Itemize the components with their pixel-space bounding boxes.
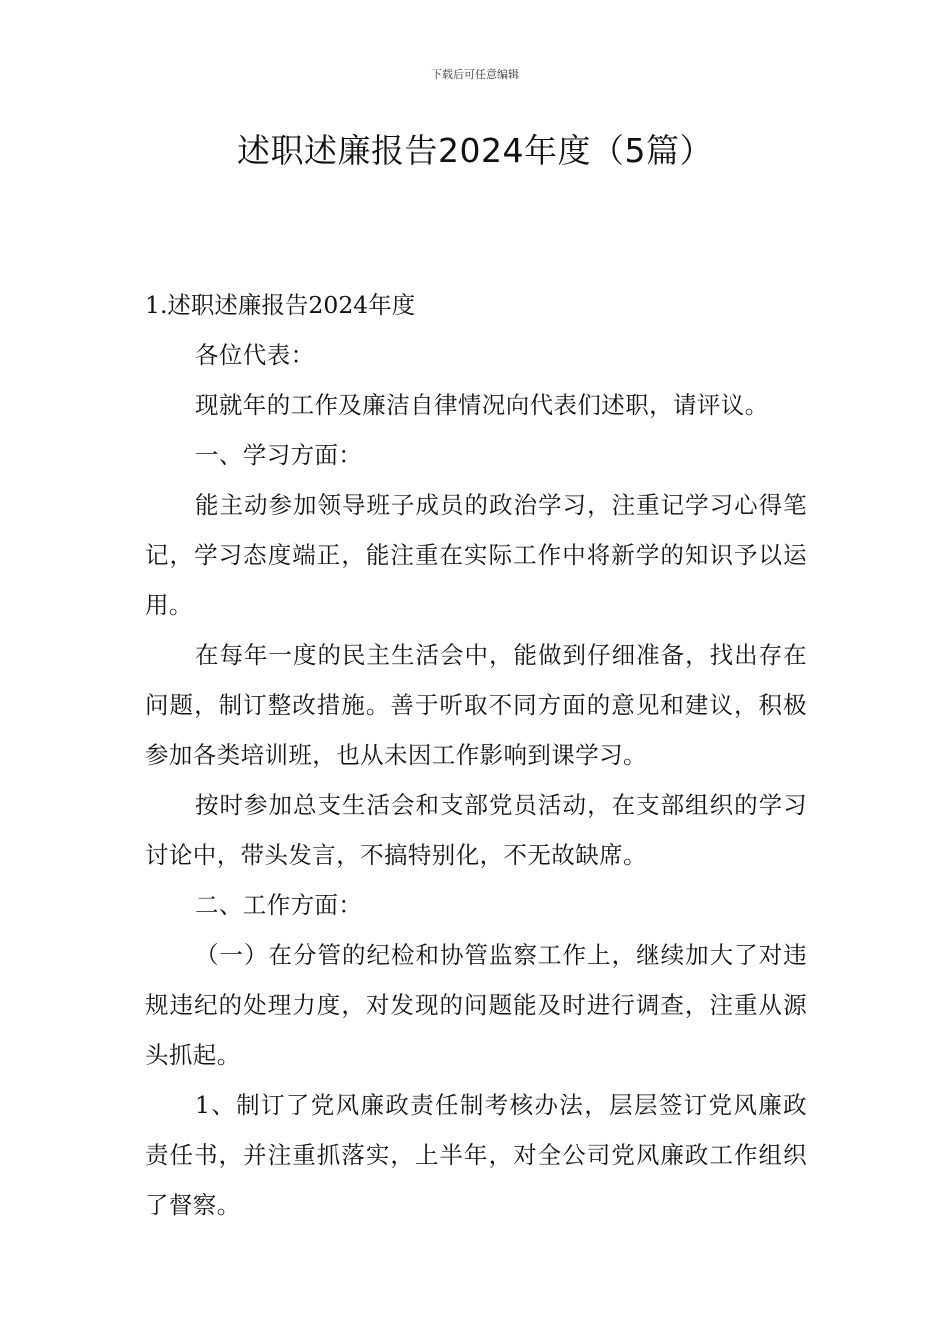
header-note: 下载后可任意编辑	[431, 68, 519, 81]
paragraph-work-2: 1、制订了党风廉政责任制考核办法，层层签订党风廉政责任书，并注重抓落实，上半年，对全公司党风廉政工作组织了督察。	[145, 1091, 807, 1219]
document-title: 述职述廉报告2024年度（5篇）	[237, 131, 713, 170]
section-heading: 1.述职述廉报告2024年度	[145, 291, 416, 319]
paragraph-study-2: 在每年一度的民主生活会中，能做到仔细准备，找出存在问题，制订整改措施。善于听取不同方面的意见和建议，积极参加各类培训班，也从未因工作影响到课学习。	[145, 641, 807, 769]
subheading-work: 二、工作方面：	[195, 891, 363, 919]
subheading-study: 一、学习方面：	[195, 441, 363, 469]
intro-paragraph: 现就年的工作及廉洁自律情况向代表们述职，请评议。	[195, 391, 769, 419]
salutation: 各位代表：	[195, 341, 315, 369]
paragraph-study-3: 按时参加总支生活会和支部党员活动，在支部组织的学习讨论中，带头发言，不搞特别化，不无故缺席。	[145, 791, 807, 869]
paragraph-work-1: （一）在分管的纪检和协管监察工作上，继续加大了对违规违纪的处理力度，对发现的问题能及时进行调查，注重从源头抓起。	[145, 941, 807, 1069]
document-body	[145, 280, 807, 1230]
paragraph-study-1: 能主动参加领导班子成员的政治学习，注重记学习心得笔记，学习态度端正，能注重在实际工作中将新学的知识予以运用。	[145, 491, 807, 619]
